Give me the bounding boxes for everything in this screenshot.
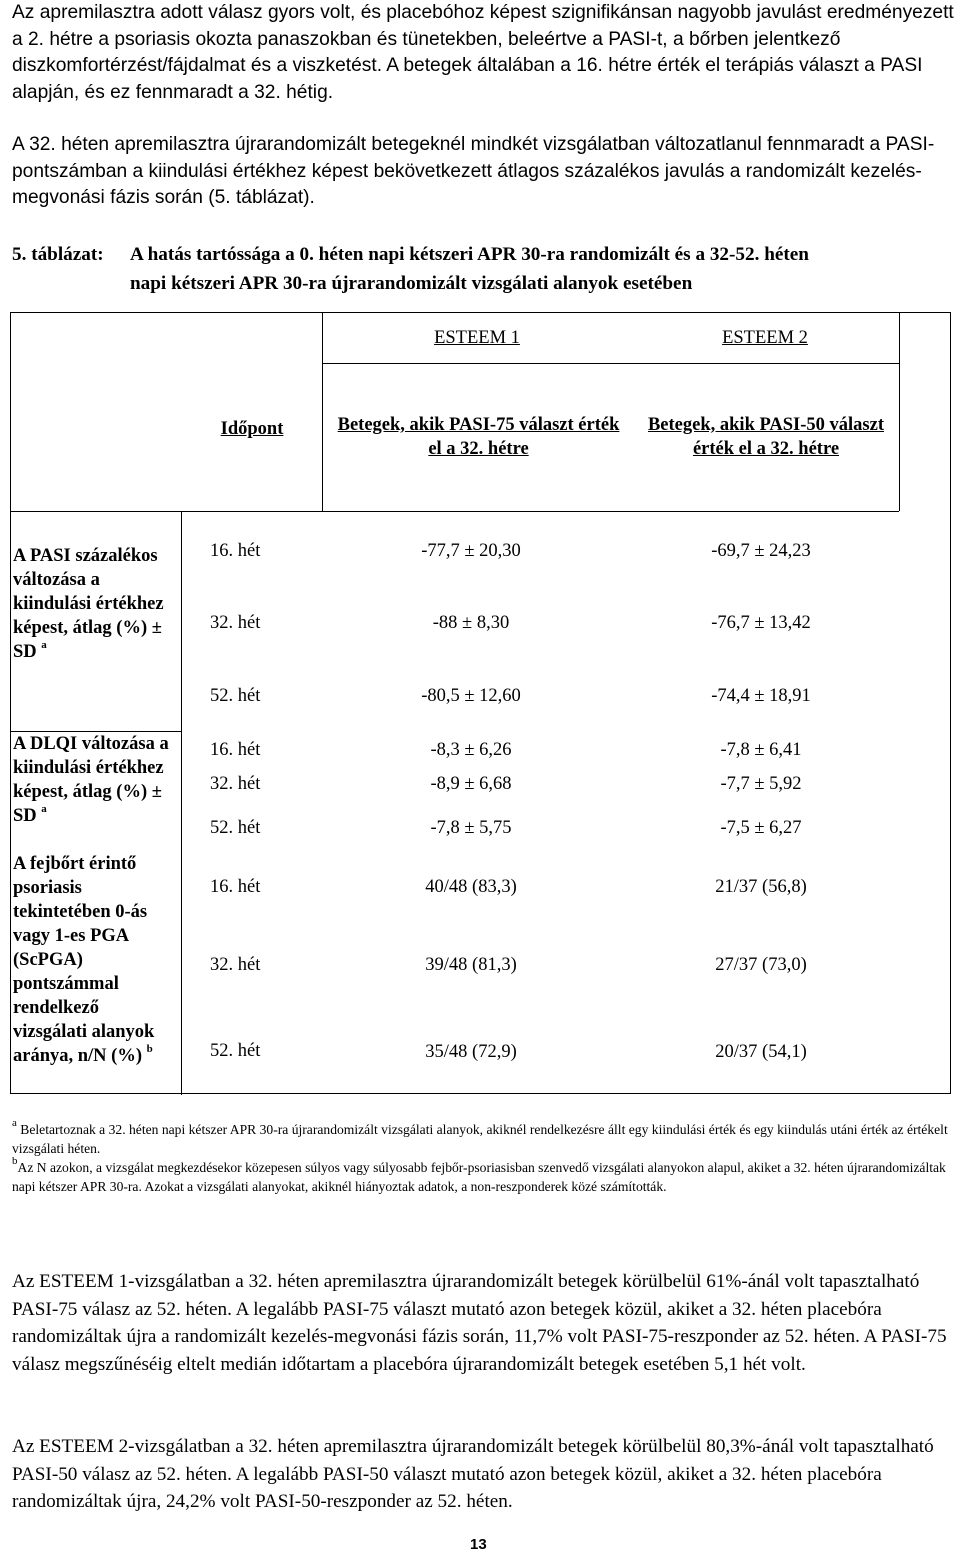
maintenance-paragraph: A 32. héten apremilasztra újrarandomizált betegeknél mindkét vizsgálatban változatlanul fennmaradt a PASI-pontszámban a kiindulási értékhez képest bekövetkezett átlagos százalékos javulás a randomizált kezelés-megvonási fázis során (5. táblázat). bbox=[12, 134, 935, 208]
divider bbox=[181, 511, 182, 1095]
table-number: 5. táblázat: bbox=[12, 244, 104, 265]
time-cell: 16. hét bbox=[210, 541, 261, 561]
time-cell: 16. hét bbox=[210, 877, 261, 897]
esteem2-paragraph: Az ESTEEM 2-vizsgálatban a 32. héten apremilasztra újrarandomizált betegek körülbelül 80,3%-ánál volt tapasztalható PASI-50 válasz az 52. héten. A legalább PASI-50 választ mutató azon betegek közül, akiket a 32. héten placebóra randomizáltak újra, 24,2% volt PASI-50-reszponder az 52. héten. bbox=[12, 1436, 934, 1512]
caption-line-2: napi kétszeri APR 30-ra újrarandomizált vizsgálati alanyok esetében bbox=[130, 273, 693, 294]
esteem1-paragraph: Az ESTEEM 1-vizsgálatban a 32. héten apremilasztra újrarandomizált betegek körülbelül 61%-ánál volt tapasztalható PASI-75 válasz az 52. héten. A legalább PASI-75 választ mutató azon betegek közül, akiket a 32. héten placebóra randomizáltak újra a randomizált kezelés-megvonási fázis során, 11,7% volt PASI-75-reszponder az 52. héten. A PASI-75 válasz megszűnéséig eltelt medián időtartam a placebóra újrarandomizált betegek esetében 5,1 hét volt. bbox=[12, 1271, 947, 1375]
value-cell: 39/48 (81,3) bbox=[425, 955, 517, 975]
value-cell: -7,5 ± 6,27 bbox=[720, 818, 802, 838]
time-cell: 52. hét bbox=[210, 686, 261, 706]
value-cell: -69,7 ± 24,23 bbox=[711, 541, 811, 561]
row-label-pasi-change: A PASI százalékos változása a kiindulási értékhez képest, átlag (%) ± SD $^a$ bbox=[13, 546, 164, 662]
footnote-b: $^b$Az N azokon, a vizsgálat megkezdésekor közepesen súlyos vagy súlyosabb fejbőr-psoriasisban szenvedő vizsgálati alanyokon alapul, akiket a 32. héten újrarandomizáltak napi kétszer APR 30-ra. Azokat a vizsgálati alanyokat, akiknél hiányoztak adatok, a non-reszponderek közé számították. bbox=[12, 1155, 946, 1194]
row-label-scpga-proportion: A fejbőrt érintő psoriasis tekintetében 0-ás vagy 1-es PGA (ScPGA) pontszámmal rendelkező vizsgálati alanyok aránya, n/N (%) $^b$ bbox=[13, 854, 155, 1066]
value-cell: -80,5 ± 12,60 bbox=[421, 686, 521, 706]
divider bbox=[899, 313, 900, 511]
intro-paragraph: Az apremilasztra adott válasz gyors volt, és placebóhoz képest szignifikánsan nagyobb javulást eredményezett a 2. hétre a psoriasis okozta panaszokban és tünetekben, beleértve a PASI-t, a bőrben jelentkező diszkomfortérzést/fájdalmat és a viszketést. A betegek általában a 16. hétre érték el terápiás választ a PASI alapján, és ez fennmaradt a 32. hétig. bbox=[12, 2, 954, 103]
row-label-dlqi-change: A DLQI változása a kiindulási értékhez képest, átlag (%) ± SD $^a$ bbox=[13, 734, 169, 826]
value-cell: -77,7 ± 20,30 bbox=[421, 541, 521, 561]
value-cell: 35/48 (72,9) bbox=[425, 1042, 517, 1062]
time-cell: 52. hét bbox=[210, 818, 261, 838]
value-cell: 20/37 (54,1) bbox=[715, 1042, 807, 1062]
value-cell: -74,4 ± 18,91 bbox=[711, 686, 811, 706]
value-cell: -8,9 ± 6,68 bbox=[430, 774, 512, 794]
time-cell: 32. hét bbox=[210, 613, 261, 633]
caption-line-1: A hatás tartóssága a 0. héten napi kétszeri APR 30-ra randomizált és a 32-52. héten bbox=[130, 244, 809, 265]
time-cell: 16. hét bbox=[210, 740, 261, 760]
value-cell: 27/37 (73,0) bbox=[715, 955, 807, 975]
value-cell: -76,7 ± 13,42 bbox=[711, 613, 811, 633]
column-header-pasi75: Betegek, akik PASI-75 választ érték el a 32. hétre bbox=[337, 415, 620, 459]
durability-table bbox=[10, 312, 951, 1094]
study-header-esteem1: ESTEEM 1 bbox=[434, 328, 520, 348]
time-cell: 52. hét bbox=[210, 1041, 261, 1061]
divider bbox=[322, 363, 899, 364]
value-cell: 21/37 (56,8) bbox=[715, 877, 807, 897]
footnote-a: $^a$ Beletartoznak a 32. héten napi kétszer APR 30-ra újrarandomizált vizsgálati alanyok, akiknél rendelkezésre állt egy kiindulási érték és egy kiindulás utáni érték az értékelt vizsgálati héten. bbox=[12, 1117, 948, 1156]
time-cell: 32. hét bbox=[210, 955, 261, 975]
value-cell: -7,7 ± 5,92 bbox=[720, 774, 802, 794]
value-cell: -88 ± 8,30 bbox=[432, 613, 510, 633]
value-cell: -8,3 ± 6,26 bbox=[430, 740, 512, 760]
time-cell: 32. hét bbox=[210, 774, 261, 794]
table-caption bbox=[12, 240, 957, 298]
value-cell: 40/48 (83,3) bbox=[425, 877, 517, 897]
column-header-time: Időpont bbox=[220, 419, 284, 439]
divider bbox=[322, 313, 323, 511]
value-cell: -7,8 ± 6,41 bbox=[720, 740, 802, 760]
value-cell: -7,8 ± 5,75 bbox=[430, 818, 512, 838]
column-header-pasi50: Betegek, akik PASI-50 választ érték el a 32. hétre bbox=[647, 415, 885, 459]
study-header-esteem2: ESTEEM 2 bbox=[722, 328, 808, 348]
page-number: 13 bbox=[470, 1536, 487, 1553]
